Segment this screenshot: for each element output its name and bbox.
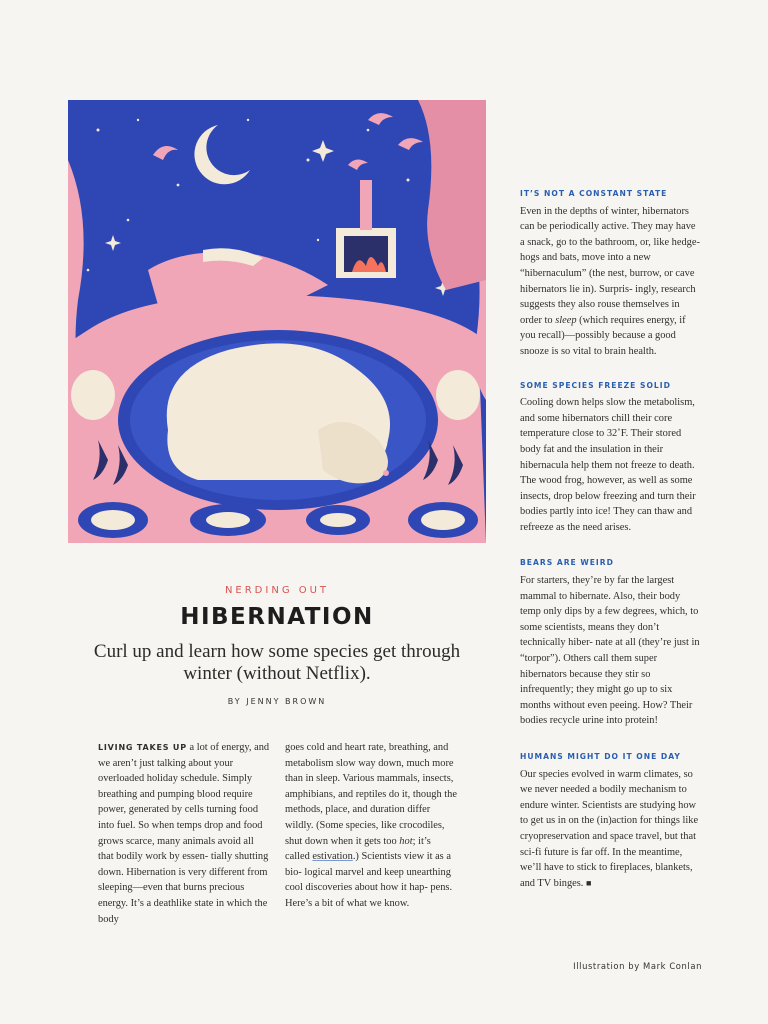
sidebar-heading-1: IT’S NOT A CONSTANT STATE [520, 189, 668, 198]
sidebar [520, 186, 700, 909]
body-column-1 [98, 740, 270, 927]
sidebar-text-3: For starters, they’re by far the largest mammal to hibernate. Also, their body temp only dips by a few degrees, which, to some scientists, means they don’t technically hiber- nate at all (they’re just in “torpor”). Others call them super hibernators because they stir so infrequently; they might go up to six months without even peeing. How? Their bodies recycle urine into protein! [520, 575, 700, 727]
sidebar-text-4: Our species evolved in warm climates, so we never needed a bodily mechanism to endure winter. Scientists are studying how to get us in on the (in)action for things like cryopreservation and space travel, but that sci-fi future is far off. In the meantime, we’ll have to stick to fireplaces, blankets, and TV binges. ■ [520, 768, 699, 889]
byline: BY JENNY BROWN [227, 697, 327, 706]
sidebar-text-1: Even in the depths of winter, hibernators can be periodically active. They may have a snack, go to the bathroom, or, like hedge- hogs and bats, move into a new “hibernaculum” (the nest, burrow, or cave hibernators lie in). Surpris- ingly, research suggests they also rouse themselves in order to sleep (which requires energy, if you recall)—possibly because a good snooze is so vital to brain health. [520, 205, 700, 357]
hibernation-illustration [68, 100, 486, 543]
emphasis-hot: hot [399, 835, 413, 847]
sidebar-text-2: Cooling down helps slow the metabolism, and some hibernators chill their core temperature close to 32˚F. Their stored body fat and the insulation in their hibernacula help them not freeze to death. The wood frog, however, as well as some insects, drop below freezing and turn their bodies partly into ice! They can thaw and refreeze as the need arises. [520, 397, 696, 533]
emphasis-sleep: sleep [555, 314, 577, 326]
article-deck: Curl up and learn how some species get through winter (without Netflix). [93, 641, 461, 684]
hedgehog-left [71, 370, 115, 420]
sidebar-heading-4: HUMANS MIGHT DO IT ONE DAY [520, 752, 681, 761]
estivation-link[interactable]: estivation [312, 851, 353, 863]
article-title: HIBERNATION [180, 604, 374, 630]
body-text-1: a lot of energy, and we aren’t just talking about your overloaded holiday schedule. Simply breathing and pumping blood require power, generated by cells turning food into fuel. So when temps drop and food grows scarce, many animals avoid all that bodily work by essen- tially shutting down. Hibernation is very different from sleeping—even that burns precious energy. It’s a deathlike state in which the body [98, 742, 270, 925]
section-kicker: NERDING OUT [224, 585, 330, 596]
lead-in: LIVING TAKES UP [98, 743, 187, 752]
end-mark: ■ [586, 877, 592, 888]
sidebar-heading-3: BEARS ARE WEIRD [520, 558, 614, 568]
body-column-2: goes cold and heart rate, breathing, and metabolism slow way down, much more than in sleep. Various mammals, insects, amphibians, and reptiles do it, though the methods, place, and duration differ wildly. (Some species, like crocodiles, shut down when it gets too hot; it’s called estivation.) Scientists view it as a bio- logical marvel and keep unearthing cool discoveries about how it hap- pens. Here’s a bit of what we know. [285, 742, 457, 909]
illustration-art [68, 100, 486, 543]
hedgehog-right [436, 370, 480, 420]
sidebar-heading-2: SOME SPECIES FREEZE SOLID [520, 380, 671, 390]
illustration-credit: Illustration by Mark Conlan [573, 961, 702, 971]
